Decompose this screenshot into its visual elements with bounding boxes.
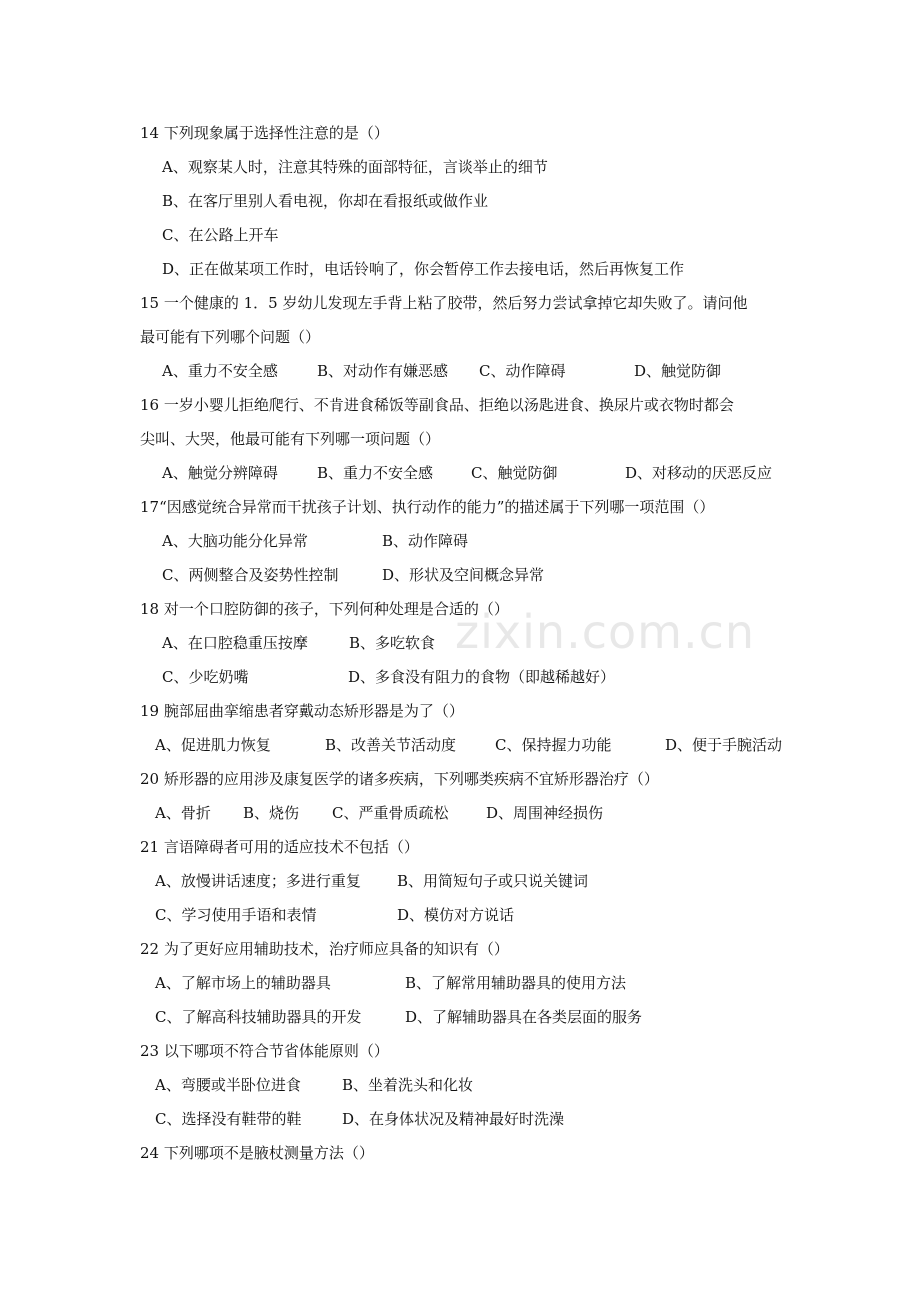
question-16-line-2: 尖叫、大哭，他最可能有下列哪一项问题（） — [140, 430, 441, 448]
q21-option-d: D、模仿对方说话 — [397, 906, 515, 924]
q23-options-row-1 — [155, 1068, 755, 1102]
q19-option-c: C、保持握力功能 — [495, 736, 612, 754]
q21-option-b: B、用简短句子或只说关键词 — [397, 872, 589, 890]
q22-options-row-2 — [155, 1000, 755, 1034]
q21-option-c: C、学习使用手语和表情 — [155, 906, 317, 924]
q21-options-row-1 — [155, 864, 755, 898]
q16-option-b: B、重力不安全感 — [317, 464, 434, 482]
q23-option-a: A、弯腰或半卧位进食 — [155, 1076, 301, 1094]
question-22: 22 为了更好应用辅助技术，治疗师应具备的知识有（） — [140, 940, 509, 958]
q23-options-row-2 — [155, 1102, 755, 1136]
q21-option-a: A、放慢讲话速度；多进行重复 — [155, 872, 361, 890]
q22-option-c: C、了解高科技辅助器具的开发 — [155, 1008, 362, 1026]
question-15-line-2: 最可能有下列哪个问题（） — [140, 328, 321, 346]
q16-option-d: D、对移动的厌恶反应 — [625, 464, 773, 482]
q17-options-row-1 — [162, 524, 762, 558]
q15-option-a: A、重力不安全感 — [162, 362, 278, 380]
question-24: 24 下列哪项不是腋杖测量方法（） — [140, 1144, 374, 1162]
question-16: 16 一岁小婴儿拒绝爬行、不肯进食稀饭等副食品、拒绝以汤匙进食、换尿片或衣物时都会 — [140, 396, 734, 414]
q17-options-row-2 — [162, 558, 762, 592]
q18-option-d: D、多食没有阻力的食物（即越稀越好） — [348, 668, 616, 686]
q20-options — [155, 796, 755, 830]
question-19: 19 腕部屈曲挛缩患者穿戴动态矫形器是为了（） — [140, 702, 464, 720]
q19-options — [155, 728, 855, 762]
q14-option-d: D、正在做某项工作时，电话铃响了，你会暂停工作去接电话，然后再恢复工作 — [162, 260, 685, 278]
question-18: 18 对一个口腔防御的孩子，下列何种处理是合适的（） — [140, 600, 509, 618]
q19-option-b: B、改善关节活动度 — [325, 736, 457, 754]
q22-option-a: A、了解市场上的辅助器具 — [155, 974, 331, 992]
q15-option-d: D、触觉防御 — [634, 362, 722, 380]
q17-option-c: C、两侧整合及姿势性控制 — [162, 566, 339, 584]
q18-option-b: B、多吃软食 — [349, 634, 436, 652]
q20-option-a: A、骨折 — [155, 804, 211, 822]
q22-option-d: D、了解辅助器具在各类层面的服务 — [405, 1008, 643, 1026]
q20-option-c: C、严重骨质疏松 — [332, 804, 449, 822]
q23-option-d: D、在身体状况及精神最好时洗澡 — [342, 1110, 565, 1128]
q19-option-a: A、促进肌力恢复 — [155, 736, 271, 754]
q22-option-b: B、了解常用辅助器具的使用方法 — [405, 974, 627, 992]
q21-options-row-2 — [155, 898, 755, 932]
question-15: 15 一个健康的 1．5 岁幼儿发现左手背上粘了胶带，然后努力尝试拿掉它却失败了。请问他 — [140, 294, 748, 312]
q14-option-b: B、在客厅里别人看电视，你却在看报纸或做作业 — [162, 192, 489, 210]
q16-option-a: A、触觉分辨障碍 — [162, 464, 278, 482]
q17-option-b: B、动作障碍 — [382, 532, 469, 550]
q22-options-row-1 — [155, 966, 755, 1000]
q15-option-c: C、动作障碍 — [479, 362, 566, 380]
q17-option-a: A、大脑功能分化异常 — [162, 532, 308, 550]
q16-option-c: C、触觉防御 — [471, 464, 558, 482]
question-17: 17“因感觉统合异常而干扰孩子计划、执行动作的能力”的描述属于下列哪一项范围（） — [140, 498, 715, 516]
question-23: 23 以下哪项不符合节省体能原则（） — [140, 1042, 389, 1060]
question-21: 21 言语障碍者可用的适应技术不包括（） — [140, 838, 419, 856]
q20-option-d: D、周围神经损伤 — [486, 804, 604, 822]
q17-option-d: D、形状及空间概念异常 — [382, 566, 545, 584]
q18-options-row-2 — [162, 660, 762, 694]
q19-option-d: D、便于手腕活动 — [665, 736, 783, 754]
q18-options-row-1 — [162, 626, 762, 660]
question-14: 14 下列现象属于选择性注意的是（） — [140, 124, 389, 142]
q15-option-b: B、对动作有嫌恶感 — [317, 362, 449, 380]
q23-option-b: B、坐着洗头和化妆 — [342, 1076, 474, 1094]
q14-option-a: A、观察某人时，注意其特殊的面部特征，言谈举止的细节 — [162, 158, 548, 176]
q18-option-a: A、在口腔稳重压按摩 — [162, 634, 308, 652]
q23-option-c: C、选择没有鞋带的鞋 — [155, 1110, 302, 1128]
question-20: 20 矫形器的应用涉及康复医学的诸多疾病，下列哪类疾病不宜矫形器治疗（） — [140, 770, 659, 788]
q20-option-b: B、烧伤 — [243, 804, 300, 822]
watermark: zixin.com.cn — [455, 605, 756, 659]
q15-options — [162, 354, 862, 388]
q14-option-c: C、在公路上开车 — [162, 226, 279, 244]
q18-option-c: C、少吃奶嘴 — [162, 668, 249, 686]
q16-options — [162, 456, 862, 490]
